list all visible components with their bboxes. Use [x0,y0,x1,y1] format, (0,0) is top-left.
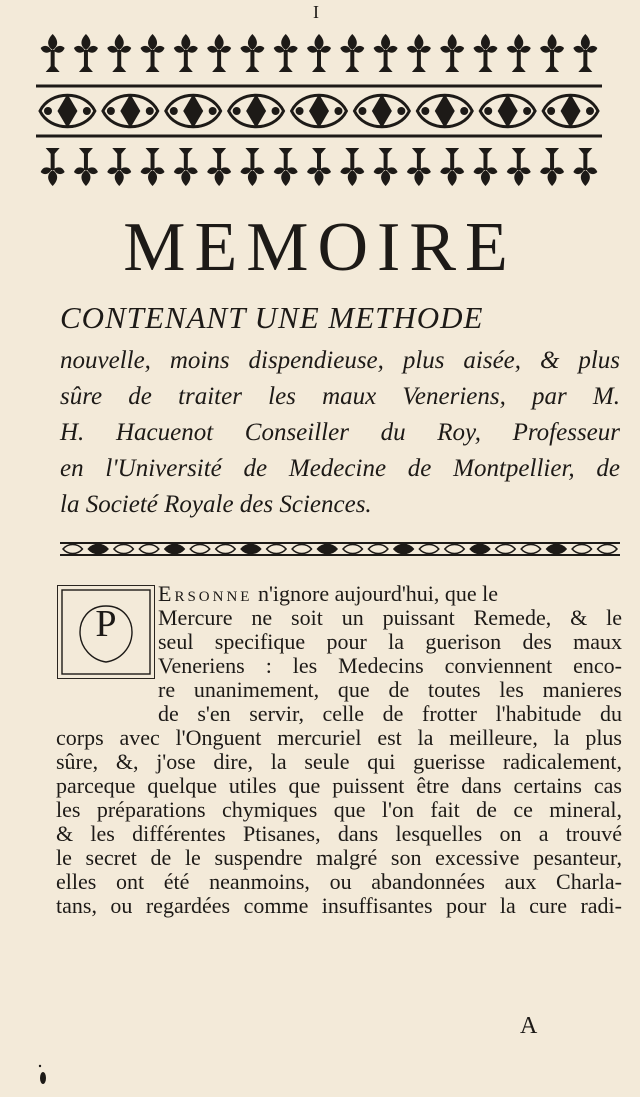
fleuron-icon [307,34,331,72]
body-line: sûre, &, j'ose dire, la seule qui guerisse radicalement, [56,749,622,774]
subtitle: CONTENANT UNE METHODE [60,300,484,335]
fleuron-icon [107,34,131,72]
divider-tile-icon [88,545,107,554]
lace-tile-icon [166,94,221,128]
fleuron-icon [174,34,198,72]
fleuron-icon [573,148,597,186]
signature-mark: A [520,1013,538,1039]
fleuron-icon [240,34,264,72]
fleuron-icon [107,148,131,186]
fleuron-icon [407,148,431,186]
lace-tile-icon [354,94,409,128]
lace-band-icon [36,80,602,142]
fleuron-icon [340,34,364,72]
divider-tile-icon [521,545,540,554]
fleuron-icon [207,34,231,72]
divider-tile-icon [267,545,286,554]
fleuron-icon [141,34,165,72]
divider-tile-icon [190,545,209,554]
fleuron-icon [540,34,564,72]
divider-tile-icon [445,545,464,554]
lace-tile-icon [543,94,598,128]
divider-tile-icon [63,545,82,554]
fleuron-icon [274,148,298,186]
divider-tile-icon [318,545,337,554]
fleuron-band-icon [36,142,602,190]
fleuron-icon [440,34,464,72]
divider-tile-icon [241,545,260,554]
divider-tile-icon [165,545,184,554]
body-line [56,582,622,606]
fleuron-icon [374,148,398,186]
divider-tile-icon [394,545,413,554]
divider-tile-icon [547,545,566,554]
fleuron-icon [74,148,98,186]
body-line: de s'en servir, celle de frotter l'habitude du [158,701,622,726]
divider-tile-icon [419,545,438,554]
body-line: corps avec l'Onguent mercuriel est la meilleure, la plus [56,725,622,750]
fleuron-icon [41,34,65,72]
subtitle-description [60,343,620,523]
fleuron-icon [374,34,398,72]
divider-tile-icon [139,545,158,554]
body-line: & les différentes Ptisanes, dans lesquelles on a trouvé [56,821,622,846]
fleuron-icon [174,148,198,186]
fleuron-icon [473,148,497,186]
fleuron-icon [540,148,564,186]
lace-tile-icon [103,94,158,128]
body-line: seul specifique pour la guerison des maux [158,629,622,654]
fleuron-icon [473,34,497,72]
divider-tile-icon [368,545,387,554]
fleuron-icon [240,148,264,186]
body-line: Veneriens : les Medecins conviennent enco- [158,653,622,678]
divider-tile-icon [216,545,235,554]
subtitle-line: la Societé Royale des Sciences. [60,491,372,518]
divider-tile-icon [343,545,362,554]
body-line: Mercure ne soit un puissant Remede, & le [158,605,622,630]
fleuron-icon [573,34,597,72]
divider-tile-icon [114,545,133,554]
page-title: MEMOIRE [123,209,517,286]
body-line: tans, ou regardées comme insuffisantes pour la cure radi- [56,893,622,918]
fleuron-icon [507,148,531,186]
divider-tile-icon [292,545,311,554]
ink-blot-icon [36,1062,50,1086]
fleuron-icon [507,34,531,72]
body-line: les préparations chymiques que l'on fait de ce mineral, [56,797,622,822]
body-line: le secret de le suspendre malgré son excessive pesanteur, [56,845,622,870]
fleuron-icon [274,34,298,72]
fleuron-icon [407,34,431,72]
page-number: I [313,2,319,22]
body-line-text: n'ignore aujourd'hui, que le [257,581,499,606]
fleuron-icon [307,148,331,186]
fleuron-icon [74,34,98,72]
fleuron-icon [41,148,65,186]
lace-tile-icon [292,94,347,128]
divider-tile-icon [572,545,591,554]
fleuron-band-icon [36,30,602,78]
body-line: re unanimement, que de toutes les manieres [158,677,622,702]
lace-tile-icon [40,94,95,128]
divider-tile-icon [598,545,617,554]
body-line: elles ont été neanmoins, ou abandonnées aux Charla- [56,869,622,894]
fleuron-icon [440,148,464,186]
lace-tile-icon [229,94,284,128]
body-line: parceque quelque utiles que puissent être dans certains cas [56,773,622,798]
fleuron-icon [207,148,231,186]
lace-tile-icon [480,94,535,128]
divider-ornament-icon [60,540,620,558]
fleuron-icon [340,148,364,186]
divider-tile-icon [496,545,515,554]
drop-cap-letter: P [95,603,117,645]
subtitle-line: H. Hacuenot Conseiller du Roy, Professeur [60,419,620,446]
divider-tile-icon [470,545,489,554]
subtitle-line: nouvelle, moins dispendieuse, plus aisée, & plus [60,347,620,374]
fleuron-icon [141,148,165,186]
subtitle-line: sûre de traiter les maux Veneriens, par M. [60,383,620,410]
lace-tile-icon [417,94,472,128]
opening-word: Ersonne [158,581,253,606]
body-text [56,582,622,918]
subtitle-line: en l'Université de Medecine de Montpellier, de [60,455,620,482]
